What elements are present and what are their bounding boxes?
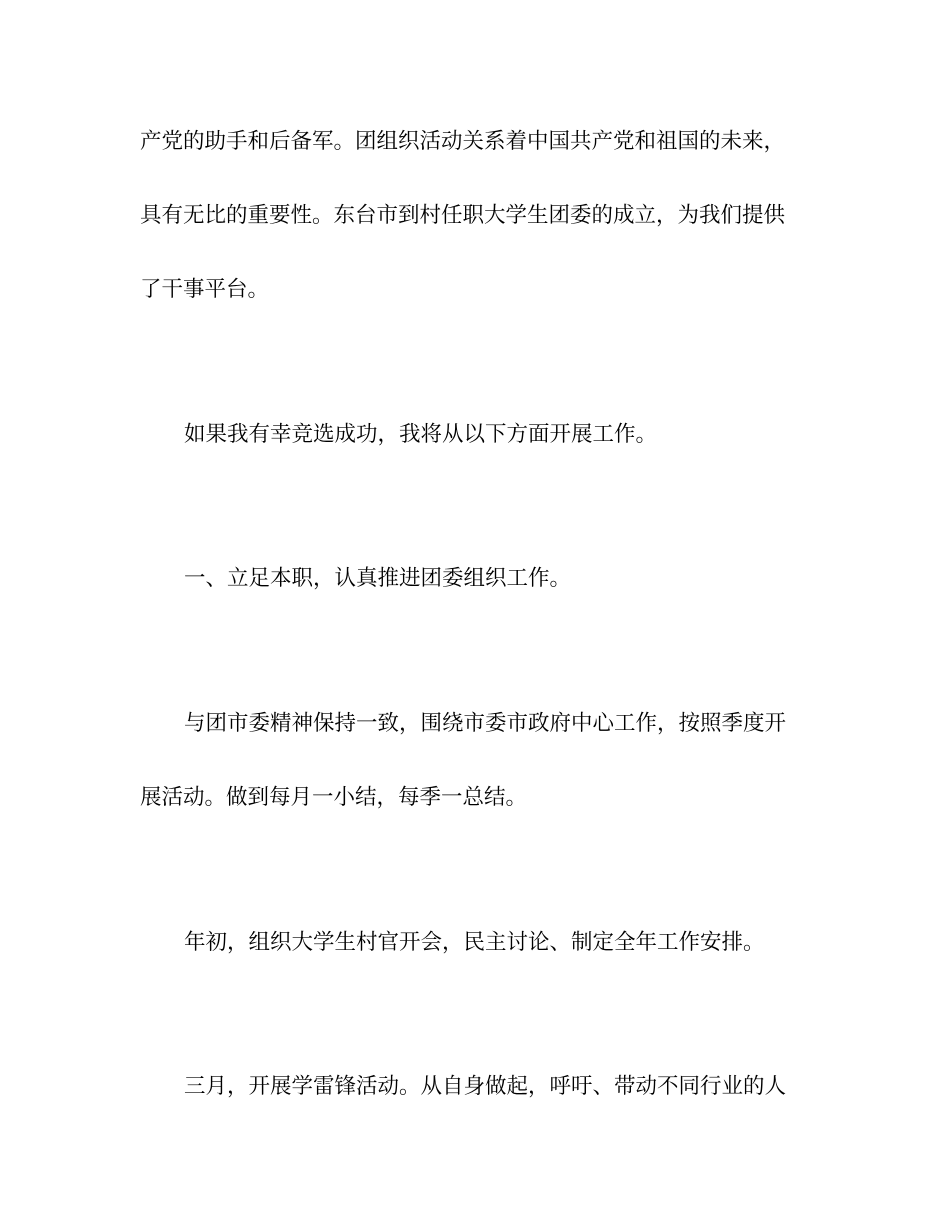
paragraph-1-line-3: 了干事平台。	[140, 277, 270, 302]
paragraph-4-line-2: 展活动。做到每月一小结，每季一总结。	[140, 785, 528, 810]
paragraph-1-line-1: 产党的助手和后备军。团组织活动关系着中国共产党和祖国的未来，	[140, 129, 786, 154]
paragraph-6-line-1: 三月，开展学雷锋活动。从自身做起，呼吁、带动不同行业的人	[184, 1074, 787, 1099]
paragraph-5-line-1: 年初，组织大学生村官开会，民主讨论、制定全年工作安排。	[184, 930, 765, 955]
paragraph-4-line-1: 与团市委精神保持一致，围绕市委市政府中心工作，按照季度开	[184, 711, 787, 736]
section-heading-1: 一、立足本职，认真推进团委组织工作。	[184, 566, 572, 591]
paragraph-2-line-1: 如果我有幸竞选成功，我将从以下方面开展工作。	[184, 422, 658, 447]
paragraph-1-line-2: 具有无比的重要性。东台市到村任职大学生团委的成立，为我们提供	[140, 203, 786, 228]
